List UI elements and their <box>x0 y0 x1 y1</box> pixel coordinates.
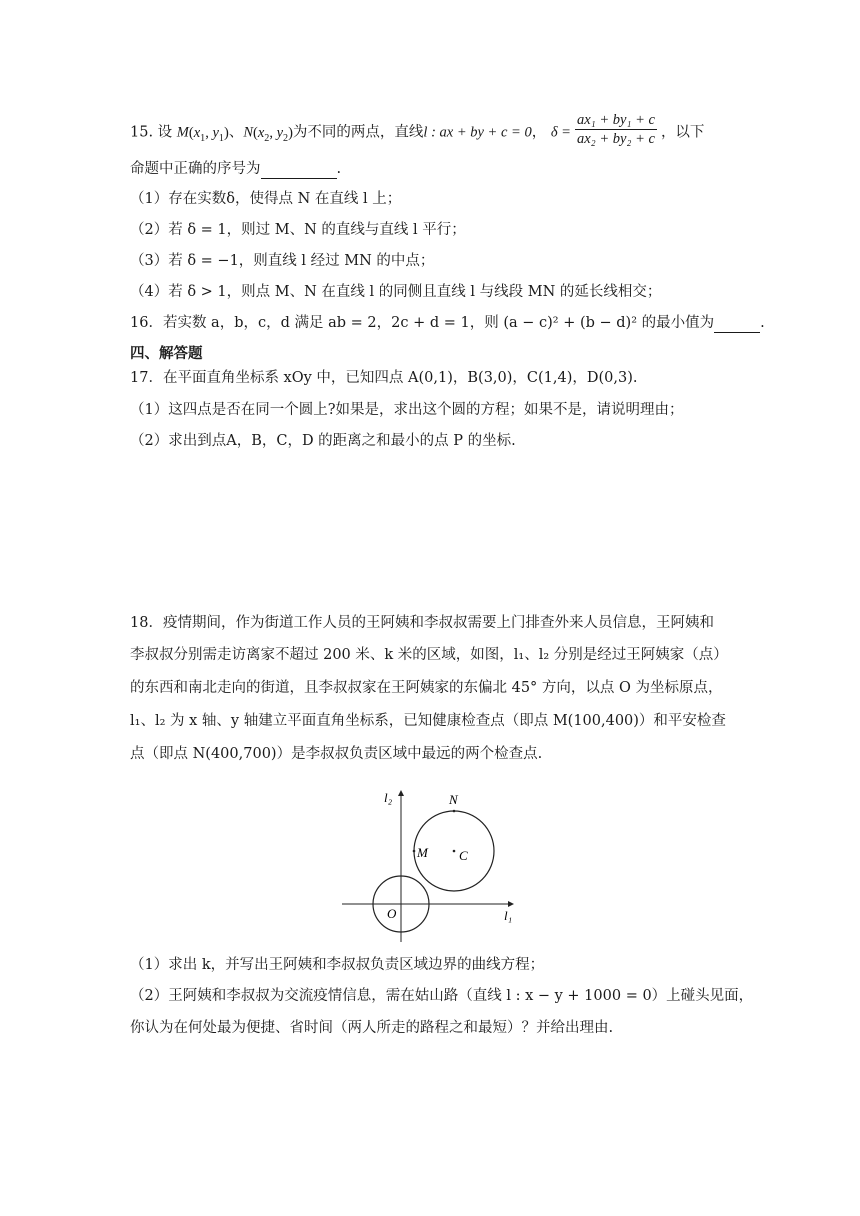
q18-line-5: 点（即点 N(400,700)）是李叔叔负责区域中最远的两个检查点. <box>130 746 543 762</box>
label-l2: l₂ <box>384 790 393 805</box>
q15-period: . <box>336 161 342 177</box>
q15-number: 15. <box>130 124 154 141</box>
label-n: N <box>449 792 458 807</box>
q16-line <box>130 313 765 333</box>
q15-item-2: （2）若 δ = 1，则过 M、N 的直线与直线 l 平行； <box>130 222 466 238</box>
axis-l2-arrow-icon <box>398 790 404 796</box>
q15-point-m-coords: ($x_1$, $y_1$) <box>188 124 229 144</box>
q18-line-4: l₁、l₂ 为 x 轴、y 轴建立平面直角坐标系，已知健康检查点（即点 M(100,400)）和平安检查 <box>130 713 726 729</box>
q17-item-1: （1）这四点是否在同一个圆上?如果是，求出这个圆的方程；如果不是，请说明理由； <box>130 402 684 418</box>
axis-l1-arrow-icon <box>508 901 514 907</box>
q15-frac-denominator: ax₂ + by₂ + c <box>576 131 655 147</box>
q15-item-4: （4）若 δ > 1，则点 M、N 在直线 l 的同侧且直线 l 与线段 MN 的延长线相交； <box>130 284 662 300</box>
q15-item-1: （1）存在实数δ，使得点 N 在直线 l 上； <box>130 191 402 207</box>
label-l1: l₁ <box>504 908 513 923</box>
q18-figure <box>330 780 530 950</box>
q15-line2 <box>130 159 341 179</box>
q15-line2-text: 命题中正确的序号为 <box>130 161 261 177</box>
q15-delta: δ = <box>550 124 571 141</box>
q15-point-n-coords: ($x_2$, $y_2$) <box>252 124 293 144</box>
q17-item-2: （2）求出到点A，B，C，D 的距离之和最小的点 P 的坐标. <box>130 433 516 449</box>
q15-answer-blank[interactable] <box>261 164 337 179</box>
label-c: C <box>459 848 468 863</box>
label-o: O <box>387 906 397 921</box>
q18-line-3: 的东西和南北走向的街道，且李叔叔家在王阿姨家的东偏北 45° 方向，以点 O 为坐标原点， <box>130 680 723 696</box>
q15-line1: 15. 设 $M(x_1$, $y_1$)、$N(x_2$, $y_2$)为不同的两点，直线l : ax + by + c = 0， δ = $\frac{\text{ax₁ + by₁ + c}}{\text{ax₂ + by₂ + c}}$ ，以下 <box>130 112 705 147</box>
section-title: 四、解答题 <box>130 345 203 362</box>
q15-frac-numerator: ax₁ + by₁ + c <box>576 112 655 128</box>
label-m: M <box>417 845 428 860</box>
q18-item-2: （2）王阿姨和李叔叔为交流疫情信息，需在姑山路（直线 l : x − y + 1000 = 0）上碰头见面， <box>130 988 754 1004</box>
q15-point-n: N <box>243 124 253 141</box>
q15-tail: ，以下 <box>660 124 705 141</box>
point-m-dot <box>413 850 416 853</box>
q16-answer-blank[interactable] <box>714 318 760 333</box>
q18-line-2: 李叔叔分别需走访离家不超过 200 米、k 米的区域，如图，l₁、l₂ 分别是经过王阿姨家（点） <box>130 647 728 663</box>
q18-item-1: （1）求出 k，并写出王阿姨和李叔叔负责区域边界的曲线方程； <box>130 957 545 973</box>
q15-fraction <box>575 111 657 148</box>
q15-item-3: （3）若 δ = −1，则直线 l 经过 MN 的中点； <box>130 253 435 269</box>
q15-text-distinct: 为不同的两点，直线 <box>292 124 424 141</box>
q16-text: 16．若实数 a，b，c，d 满足 ab = 2，2c + d = 1，则 (a − c)² + (b − d)² 的最小值为 <box>130 315 715 331</box>
q17-text: 17．在平面直角坐标系 xOy 中，已知四点 A(0,1)，B(3,0)，C(1,4)，D(0,3). <box>130 370 638 386</box>
q15-line-equation: l : ax + by + c = 0 <box>423 124 532 141</box>
q16-period: . <box>760 315 765 331</box>
q15-intro: 设 <box>157 124 173 141</box>
q18-line-1: 18．疫情期间，作为街道工作人员的王阿姨和李叔叔需要上门排查外来人员信息，王阿姨和 <box>130 615 714 631</box>
q18-item-3: 你认为在何处最为便捷、省时间（两人所走的路程之和最短）？并给出理由. <box>130 1020 614 1036</box>
q15-point-m: M <box>176 124 189 141</box>
point-n-dot <box>453 810 456 813</box>
point-c-dot <box>453 850 456 853</box>
